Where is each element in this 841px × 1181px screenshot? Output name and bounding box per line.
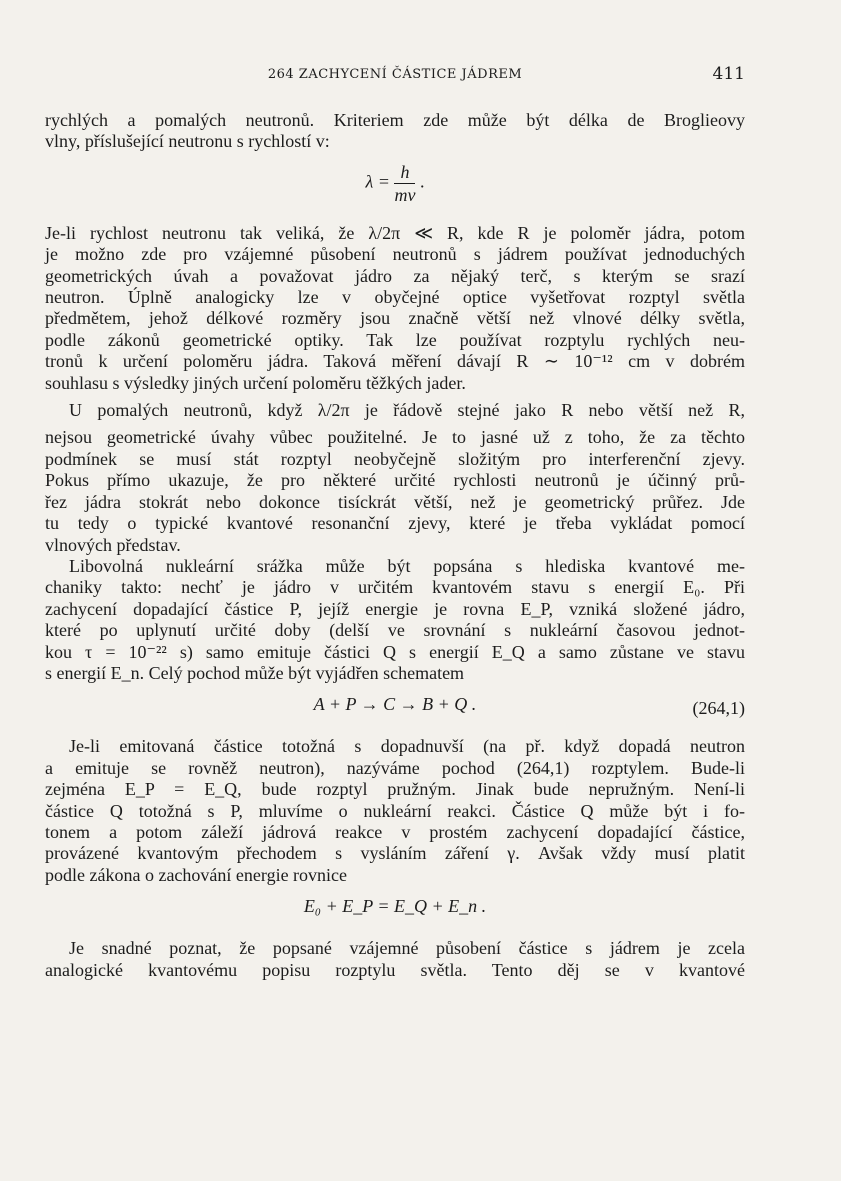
text-line: Je-li rychlost neutronu tak veliká, že λ/2π ≪ R, kde R je poloměr jádra, potom: [45, 222, 745, 243]
text-line: zejména E_P = E_Q, bude rozptyl pružným. Jinak bude nepružným. Není-li: [45, 779, 745, 800]
text-line: vlnových představ.: [45, 534, 181, 555]
text-line: Pokus přímo ukazuje, že pro některé určité rychlosti neutronů je účinný prů-: [45, 470, 745, 491]
body-text: [45, 110, 745, 981]
running-head: 264 ZACHYCENÍ ČÁSTICE JÁDREM: [267, 67, 523, 82]
text-line: řez jádra stokrát nebo dokonce tisíckrát větší, než je geometrický průřez. Jde: [45, 491, 745, 512]
page-header: [45, 64, 745, 86]
text-line: předmětem, jehož délkové rozměry jsou značně větší než vlnové délky světla,: [45, 308, 745, 329]
text-line: tu tedy o typické kvantové resonanční zjevy, které je třeba vykládat pomocí: [45, 513, 745, 534]
fraction-denominator: mv: [394, 184, 416, 205]
equation-reaction: [45, 694, 745, 724]
text-line: zachycení dopadající částice P, jejíž energie je rovna E_P, vzniká složené jádro,: [45, 598, 745, 619]
text-line: částice Q totožná s P, mluvíme o nukleární reakci. Částice Q může být i fo-: [45, 800, 745, 821]
text-line: vlny, příslušející neutronu s rychlostí v:: [45, 131, 330, 152]
energy-formula: E₀ + E_P = E_Q + E_n .: [303, 896, 487, 917]
text-line: neutron. Úplně analogicky lze v obyčejné optice vyšetřovat rozptyl světla: [45, 287, 745, 308]
text-line: které po uplynutí určité doby (delší ve srovnání s nukleární časovou jednot-: [45, 620, 745, 641]
page-number: 411: [712, 64, 745, 84]
text-line: Je snadné poznat, že popsané vzájemné působení částice s jádrem je zcela: [69, 938, 745, 959]
text-line: analogické kvantovému popisu rozptylu světla. Tento děj se v kvantové: [45, 959, 745, 980]
text-line: tronů k určení poloměru jádra. Taková měření dávají R ∼ 10⁻¹² cm v dobrém: [45, 351, 745, 372]
text-line: U pomalých neutronů, když λ/2π je řádově stejné jako R nebo větší než R,: [69, 400, 745, 421]
text-line: provázené kvantovým přechodem s vysláním záření γ. Avšak vždy musí platit: [45, 843, 745, 864]
text-line: souhlasu s výsledky jiných určení poloměru těžkých jader.: [45, 372, 466, 393]
text-line: s energií E_n. Celý pochod může být vyjádřen schematem: [45, 662, 465, 683]
equation-fraction: [394, 161, 415, 206]
reaction-formula: A + P → C → B + Q .: [313, 694, 477, 715]
fraction-numerator: h: [394, 161, 415, 184]
equation-lhs: λ =: [365, 171, 390, 192]
text-line: podle zákonů geometrické optiky. Tak lze používat rozptylu rychlých neu-: [45, 329, 745, 350]
equation-number: (264,1): [692, 698, 745, 719]
text-line: podle zákona o zachování energie rovnice: [45, 864, 348, 885]
equation-de-broglie: [45, 161, 745, 213]
text-line: kou τ = 10⁻²² s) samo emituje částici Q s energií E_Q a samo zůstane ve stavu: [45, 641, 745, 662]
text-line: geometrických úvah a považovat jádro za nějaký terč, s kterým se srazí: [45, 265, 745, 286]
text-line: chaniky takto: nechť je jádro v určitém kvantovém stavu s energií E₀. Při: [45, 577, 745, 598]
text-line: podmínek se musí stát rozptyl neobyčejně složitým pro interferenční zjevy.: [45, 448, 745, 469]
text-line: Libovolná nukleární srážka může být popsána s hlediska kvantové me-: [69, 555, 745, 576]
text-line: je možno zde pro vzájemné působení neutronů s jádrem používat jednoduchých: [45, 244, 745, 265]
equation-period: .: [419, 171, 425, 192]
text-line: rychlých a pomalých neutronů. Kriteriem zde může být délka de Broglieovy: [45, 110, 745, 130]
text-line: nejsou geometrické úvahy vůbec použitelné. Je to jasné už z toho, že za těchto: [45, 427, 745, 448]
text-line: tonem a potom záleží jádrová reakce v prostém zachycení dopadající částice,: [45, 821, 745, 842]
text-line: a emituje se rovněž neutron), nazýváme pochod (264,1) rozptylem. Bude-li: [45, 757, 745, 778]
text-line: Je-li emitovaná částice totožná s dopadnuvší (na př. když dopadá neutron: [69, 736, 745, 757]
equation-energy: [45, 896, 745, 926]
